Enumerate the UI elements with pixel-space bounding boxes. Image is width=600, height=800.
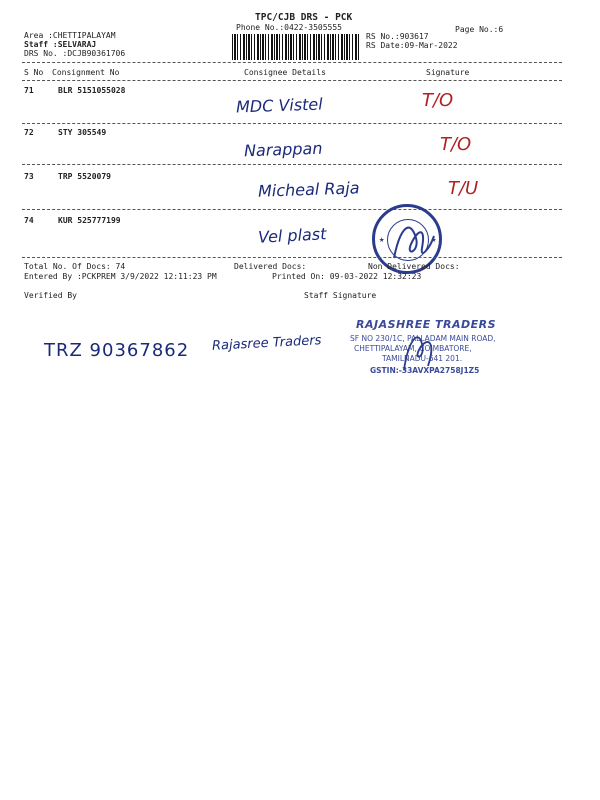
column-sno: S No [24,68,44,77]
row-consignment: KUR 525777199 [58,216,121,225]
seal-address-line2: CHETTIPALAYAM, COIMBATORE, [354,344,472,353]
signature-scribble [382,208,442,270]
barcode-image [232,34,360,60]
seal-signature-scribble [398,322,442,376]
non-delivered-docs: Non Delivered Docs: [368,262,460,271]
divider [22,209,562,210]
seal-name: RAJASHREE TRADERS [356,318,497,331]
row-consignment: BLR 5151055028 [58,86,126,95]
column-consignee: Consignee Details [244,68,326,77]
divider [22,257,562,258]
handwritten-reference: TRZ 90367862 [44,340,190,361]
drs-number: DRS No. :DCJB90361706 [24,49,126,58]
row-consignee: MDC Vistel [235,94,323,117]
rs-number: RS No.:903617 [366,32,429,41]
row-sno: 72 [24,128,34,137]
total-docs: Total No. Of Docs: 74 [24,262,126,271]
delivered-docs: Delivered Docs: [234,262,307,271]
entered-by: Entered By :PCKPREM 3/9/2022 12:11:23 PM [24,272,217,281]
row-consignment: TRP 5520079 [58,172,111,181]
verified-by-label: Verified By [24,291,77,300]
row-consignee: Micheal Raja [257,178,360,201]
seal-address-line1: SF NO 230/1C, PALLADAM MAIN ROAD, [350,334,496,343]
area-field: Area :CHETTIPALAYAM [24,31,116,40]
phone-number: Phone No.:0422-3505555 [236,23,342,32]
document-title: TPC/CJB DRS - PCK [255,12,353,23]
seal-gstin: GSTIN:-33AVXPA2758J1Z5 [370,366,480,375]
row-sno: 74 [24,216,34,225]
row-signature: T/O [422,90,454,111]
rs-date: RS Date:09-Mar-2022 [366,41,458,50]
row-consignee: Vel plast [257,224,327,247]
staff-field: Staff :SELVARAJ [24,40,97,49]
printed-on: Printed On: 09-03-2022 12:32:23 [272,272,422,281]
column-consignment: Consignment No [52,68,120,77]
divider [22,80,562,81]
divider [22,123,562,124]
row-sno: 71 [24,86,34,95]
column-signature: Signature [426,68,470,77]
row-signature: T/U [448,178,479,199]
row-sno: 73 [24,172,34,181]
page-number: Page No.:6 [455,25,504,34]
row-signature: T/O [440,134,472,155]
divider [22,62,562,63]
divider [22,164,562,165]
row-consignee: Narappan [243,138,323,161]
seal-address-line3: TAMILNADU-641 201. [382,354,463,363]
delivery-stamp: ★ ★ [372,204,442,274]
row-consignment: STY 305549 [58,128,107,137]
staff-signature-label: Staff Signature [304,291,377,300]
handwritten-name: Rajasree Traders [211,333,322,354]
